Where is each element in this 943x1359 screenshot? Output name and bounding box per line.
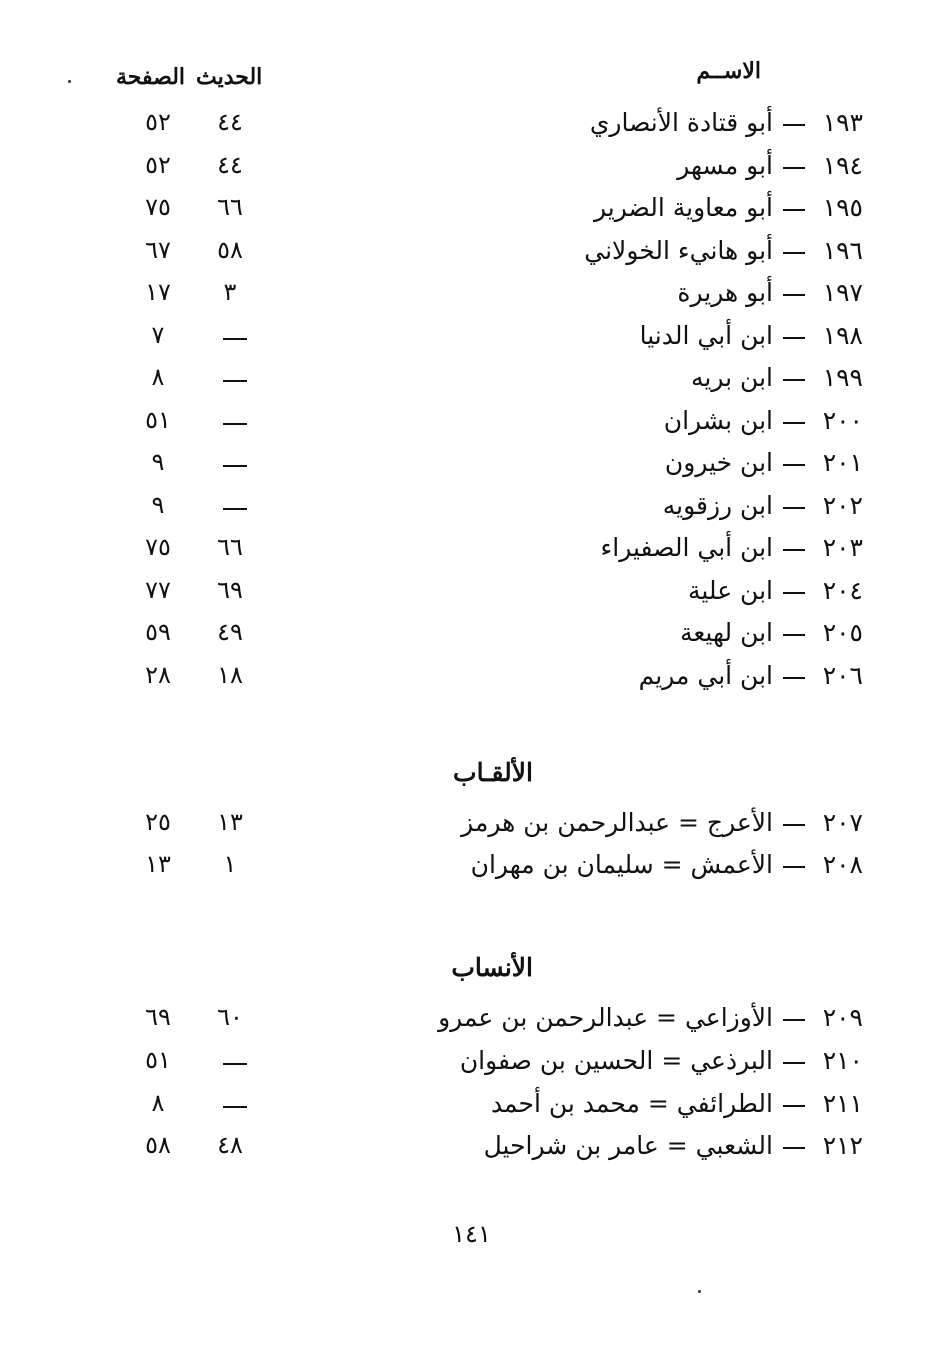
entry-dash [783,507,805,509]
entry-hadith-number: ٥٨ [217,236,243,264]
entry-number: ١٩٩ [822,363,863,392]
index-entry [0,1131,943,1171]
entry-hadith-number: ٦٩ [217,576,243,604]
entry-name: أبو قتادة الأنصاري [589,108,773,137]
entry-number: ٢٠٠ [822,406,863,435]
entry-page-number: ٧٧ [145,576,171,604]
index-entry [0,808,943,848]
entry-number: ٢٠٥ [822,618,863,647]
index-entry [0,151,943,191]
index-entry [0,321,943,361]
entry-name: الأوزاعي = عبدالرحمن بن عمرو [438,1003,773,1032]
entry-name: الأعرج = عبدالرحمن بن هرمز [461,808,773,837]
entry-page-number: ٧٥ [145,533,171,561]
entry-page-number: ٥١ [145,406,171,434]
entry-dash [783,549,805,551]
entry-name: أبو هريرة [677,278,773,307]
entry-number: ٢٠٤ [822,576,863,605]
entry-name: الأعمش = سليمان بن مهران [470,850,773,879]
entry-page-number: ٥١ [145,1046,171,1074]
entry-number: ٢٠٣ [822,533,863,562]
entry-name: ابن بريه [691,363,773,392]
entry-page-number: ٥٢ [145,151,171,179]
entry-name: الشعبي = عامر بن شراحيل [483,1131,773,1160]
entry-dash [783,209,805,211]
index-entry [0,193,943,233]
entry-name: أبو معاوية الضرير [593,193,773,222]
entry-number: ١٩٨ [822,321,863,350]
entry-dash [783,294,805,296]
entry-page-number: ٨ [151,1089,165,1117]
entry-page-number: ٥٢ [145,108,171,136]
entry-page-number: ٢٥ [145,808,171,836]
entry-number: ١٩٤ [822,151,863,180]
index-entry [0,236,943,276]
entry-hadith-number: ١٨ [217,661,243,689]
entry-number: ١٩٦ [822,236,863,265]
entry-page-number: ٧٥ [145,193,171,221]
entry-dash [783,167,805,169]
entry-page-number: ١٧ [145,278,171,306]
entry-page-number: ٨ [151,363,165,391]
entry-dash [783,379,805,381]
entry-page-number: ٧ [151,321,165,349]
entry-dash [783,824,805,826]
entry-dash [783,592,805,594]
entry-dash [783,252,805,254]
index-entry [0,108,943,148]
entry-dash [783,464,805,466]
entry-name: ابن بشران [663,406,773,435]
index-entry [0,533,943,573]
entry-hadith-number: ٤٨ [217,1131,243,1159]
entry-name: ابن أبي الصفيراء [600,533,773,562]
entry-name: أبو هانيء الخولاني [584,236,773,265]
entry-hadith-blank [223,508,247,510]
entry-hadith-blank [223,1063,247,1065]
index-entry [0,491,943,531]
index-entry [0,278,943,318]
entry-name: أبو مسهر [677,151,773,180]
alqab-section-title: الألقـاب [453,758,533,787]
entry-number: ٢١١ [822,1089,863,1118]
entry-dash [783,1062,805,1064]
entry-hadith-number: ٦٦ [217,533,243,561]
entry-name: البرذعي = الحسين بن صفوان [459,1046,773,1075]
page-number: ١٤١ [452,1220,491,1248]
entry-page-number: ٩ [151,448,165,476]
entry-dash [783,1105,805,1107]
entry-hadith-blank [223,380,247,382]
entry-number: ٢١٢ [822,1131,863,1160]
name-column-header: الاســم [696,58,761,84]
entry-dash [783,124,805,126]
entry-hadith-number: ٤٩ [217,618,243,646]
entry-hadith-number: ٣ [223,278,237,306]
index-entry [0,363,943,403]
entry-name: ابن علية [687,576,773,605]
entry-page-number: ٢٨ [145,661,171,689]
entry-hadith-blank [223,1106,247,1108]
index-entry [0,576,943,616]
scan-speck [698,1290,701,1293]
entry-page-number: ٦٧ [145,236,171,264]
index-entry [0,618,943,658]
entry-hadith-number: ٦٠ [217,1003,243,1031]
ansab-section-title: الأنساب [451,953,533,982]
entry-hadith-blank [223,465,247,467]
entry-hadith-number: ٦٦ [217,193,243,221]
entry-number: ١٩٣ [822,108,863,137]
entry-number: ٢٠٦ [822,661,863,690]
entry-hadith-number: ١ [223,850,237,878]
entry-number: ٢٠٢ [822,491,863,520]
entry-hadith-number: ١٣ [217,808,243,836]
entry-number: ٢٠٩ [822,1003,863,1032]
entry-name: ابن أبي مريم [638,661,773,690]
index-entry [0,1003,943,1043]
index-entry [0,850,943,890]
entry-name: ابن لهيعة [679,618,773,647]
entry-dash [783,1019,805,1021]
index-entry [0,661,943,701]
entry-number: ١٩٥ [822,193,863,222]
entry-name: الطرائفي = محمد بن أحمد [490,1089,773,1118]
entry-name: ابن أبي الدنيا [639,321,773,350]
entry-name: ابن رزقويه [662,491,773,520]
entry-page-number: ١٣ [145,850,171,878]
entry-hadith-number: ٤٤ [217,108,243,136]
hadith-column-header: الحديث [196,64,263,90]
page-column-header: الصفحة [116,64,186,90]
entry-dash [783,337,805,339]
index-entry [0,448,943,488]
entry-hadith-blank [223,338,247,340]
entry-page-number: ٥٩ [145,618,171,646]
entry-dash [783,422,805,424]
entry-number: ٢٠١ [822,448,863,477]
entry-hadith-blank [223,423,247,425]
entry-dash [783,677,805,679]
entry-number: ٢٠٨ [822,850,863,879]
entry-page-number: ٦٩ [145,1003,171,1031]
entry-number: ٢٠٧ [822,808,863,837]
entry-number: ١٩٧ [822,278,863,307]
entry-number: ٢١٠ [822,1046,863,1075]
entry-name: ابن خيرون [664,448,773,477]
entry-dash [783,634,805,636]
scan-speck [68,80,71,83]
index-entry [0,1089,943,1129]
index-entry [0,406,943,446]
entry-dash [783,866,805,868]
entry-page-number: ٩ [151,491,165,519]
entry-page-number: ٥٨ [145,1131,171,1159]
entry-hadith-number: ٤٤ [217,151,243,179]
index-entry [0,1046,943,1086]
entry-dash [783,1147,805,1149]
